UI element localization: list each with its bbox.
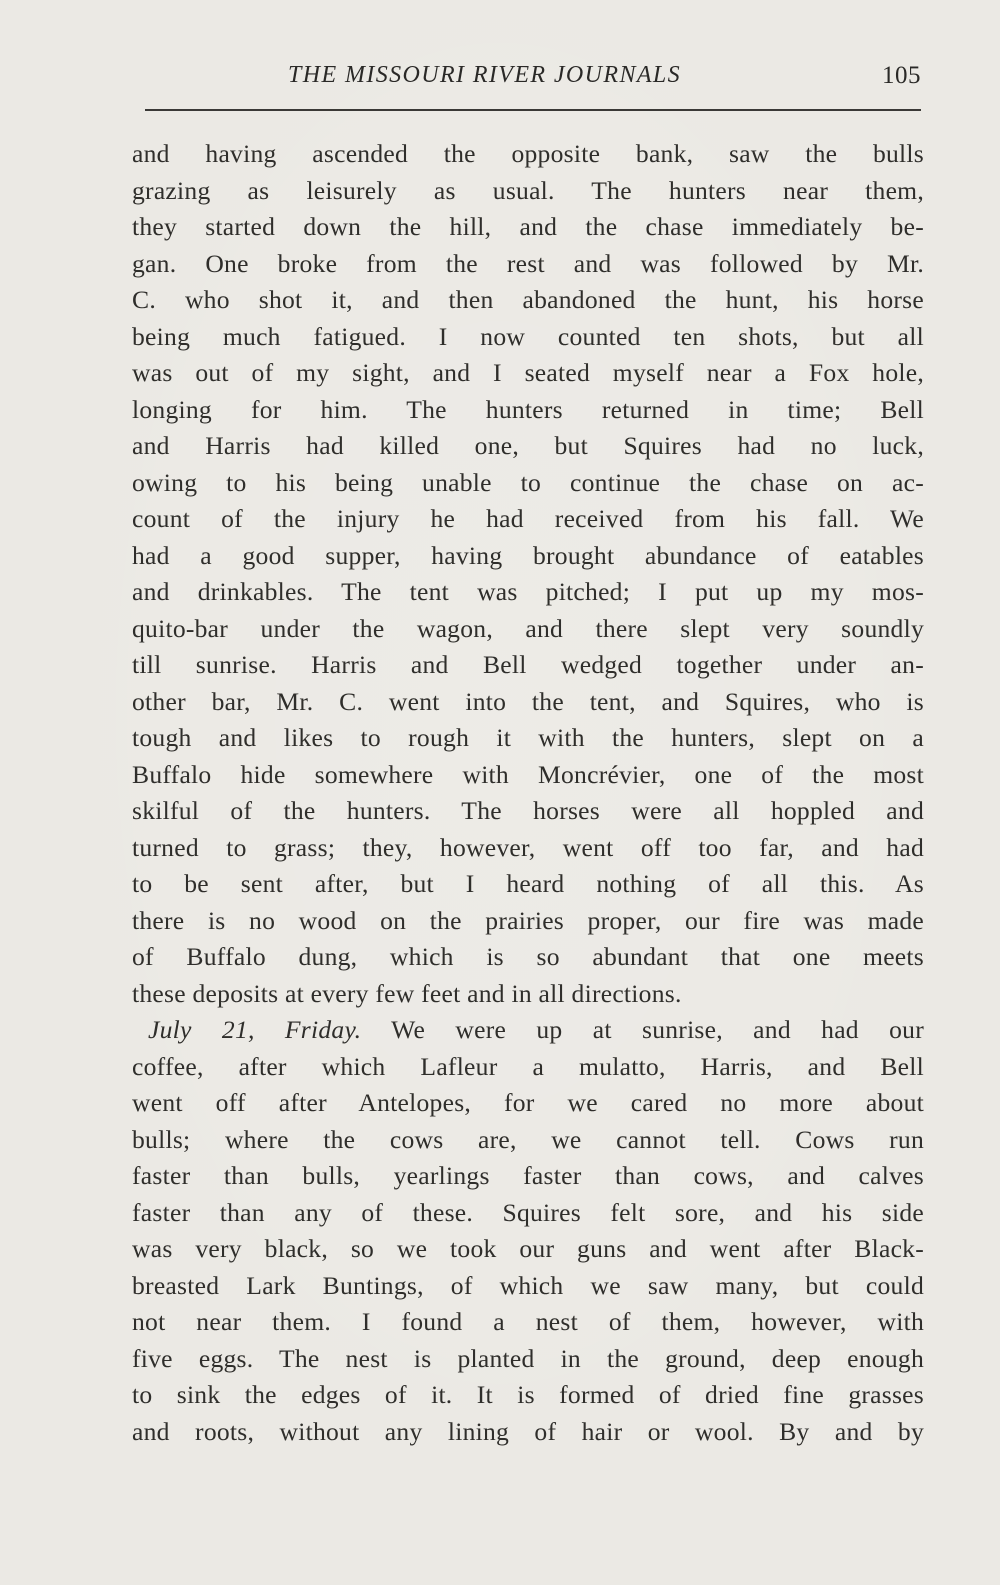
text-line: other bar, Mr. C. went into the tent, and Squires, who is	[132, 686, 924, 716]
text-line: bulls; where the cows are, we cannot tell. Cows run	[132, 1124, 924, 1154]
text-line: being much fatigued. I now counted ten shots, but all	[132, 321, 924, 351]
text-line: faster than any of these. Squires felt sore, and his side	[132, 1197, 924, 1227]
text-line: C. who shot it, and then abandoned the hunt, his horse	[132, 285, 924, 314]
journal-text	[132, 136, 924, 1450]
text-line: till sunrise. Harris and Bell wedged together under an-	[132, 650, 924, 679]
text-line: quito-bar under the wagon, and there slept very soundly	[132, 613, 924, 643]
page-header	[145, 62, 925, 96]
text-line: they started down the hill, and the chase immediately be-	[132, 212, 924, 241]
text-line: coffee, after which Lafleur a mulatto, Harris, and Bell	[132, 1051, 924, 1081]
text-line: grazing as leisurely as usual. The hunters near them,	[132, 175, 924, 205]
text-line: owing to his being unable to continue the chase on ac-	[132, 467, 924, 497]
running-head-title: THE MISSOURI RIVER JOURNALS	[288, 62, 682, 88]
entry-date: July 21, Friday.	[148, 1015, 362, 1044]
text-line: had a good supper, having brought abundance of eatables	[132, 540, 924, 570]
text-line: longing for him. The hunters returned in time; Bell	[132, 394, 924, 424]
text-line: was very black, so we took our guns and went after Black-	[132, 1234, 924, 1263]
header-rule	[145, 109, 921, 111]
text-line: and having ascended the opposite bank, saw the bulls	[132, 139, 924, 168]
text-line: was out of my sight, and I seated myself near a Fox hole,	[132, 358, 924, 387]
text-line: there is no wood on the prairies proper, our fire was made	[132, 905, 924, 935]
text-line: skilful of the hunters. The horses were all hoppled and	[132, 796, 924, 825]
journal-entry-first-line	[132, 1012, 924, 1049]
text-line: Buffalo hide somewhere with Moncrévier, one of the most	[132, 759, 924, 789]
text-line: tough and likes to rough it with the hunters, slept on a	[132, 723, 924, 752]
text-line: five eggs. The nest is planted in the ground, deep enough	[132, 1343, 924, 1373]
text-line: count of the injury he had received from his fall. We	[132, 504, 924, 533]
text-line: of Buffalo dung, which is so abundant that one meets	[132, 942, 924, 971]
text-line: breasted Lark Buntings, of which we saw many, but could	[132, 1270, 924, 1300]
text-line: and Harris had killed one, but Squires had no luck,	[132, 431, 924, 460]
text-line: and roots, without any lining of hair or wool. By and by	[132, 1416, 924, 1446]
text-line: turned to grass; they, however, went off too far, and had	[132, 832, 924, 862]
text-line: not near them. I found a nest of them, however, with	[132, 1307, 924, 1336]
text-line: and drinkables. The tent was pitched; I put up my mos-	[132, 577, 924, 606]
page-number: 105	[882, 62, 921, 89]
text-line: to be sent after, but I heard nothing of all this. As	[132, 869, 924, 898]
text-line: faster than bulls, yearlings faster than cows, and calves	[132, 1161, 924, 1190]
text-line: went off after Antelopes, for we cared no more about	[132, 1088, 924, 1117]
paragraph-last-line: these deposits at every few feet and in all directions.	[132, 978, 682, 1008]
text-line: to sink the edges of it. It is formed of dried fine grasses	[132, 1380, 924, 1409]
text-line: gan. One broke from the rest and was followed by Mr.	[132, 248, 924, 278]
entry-first-line-text: We were up at sunrise, and had our	[391, 1015, 925, 1044]
